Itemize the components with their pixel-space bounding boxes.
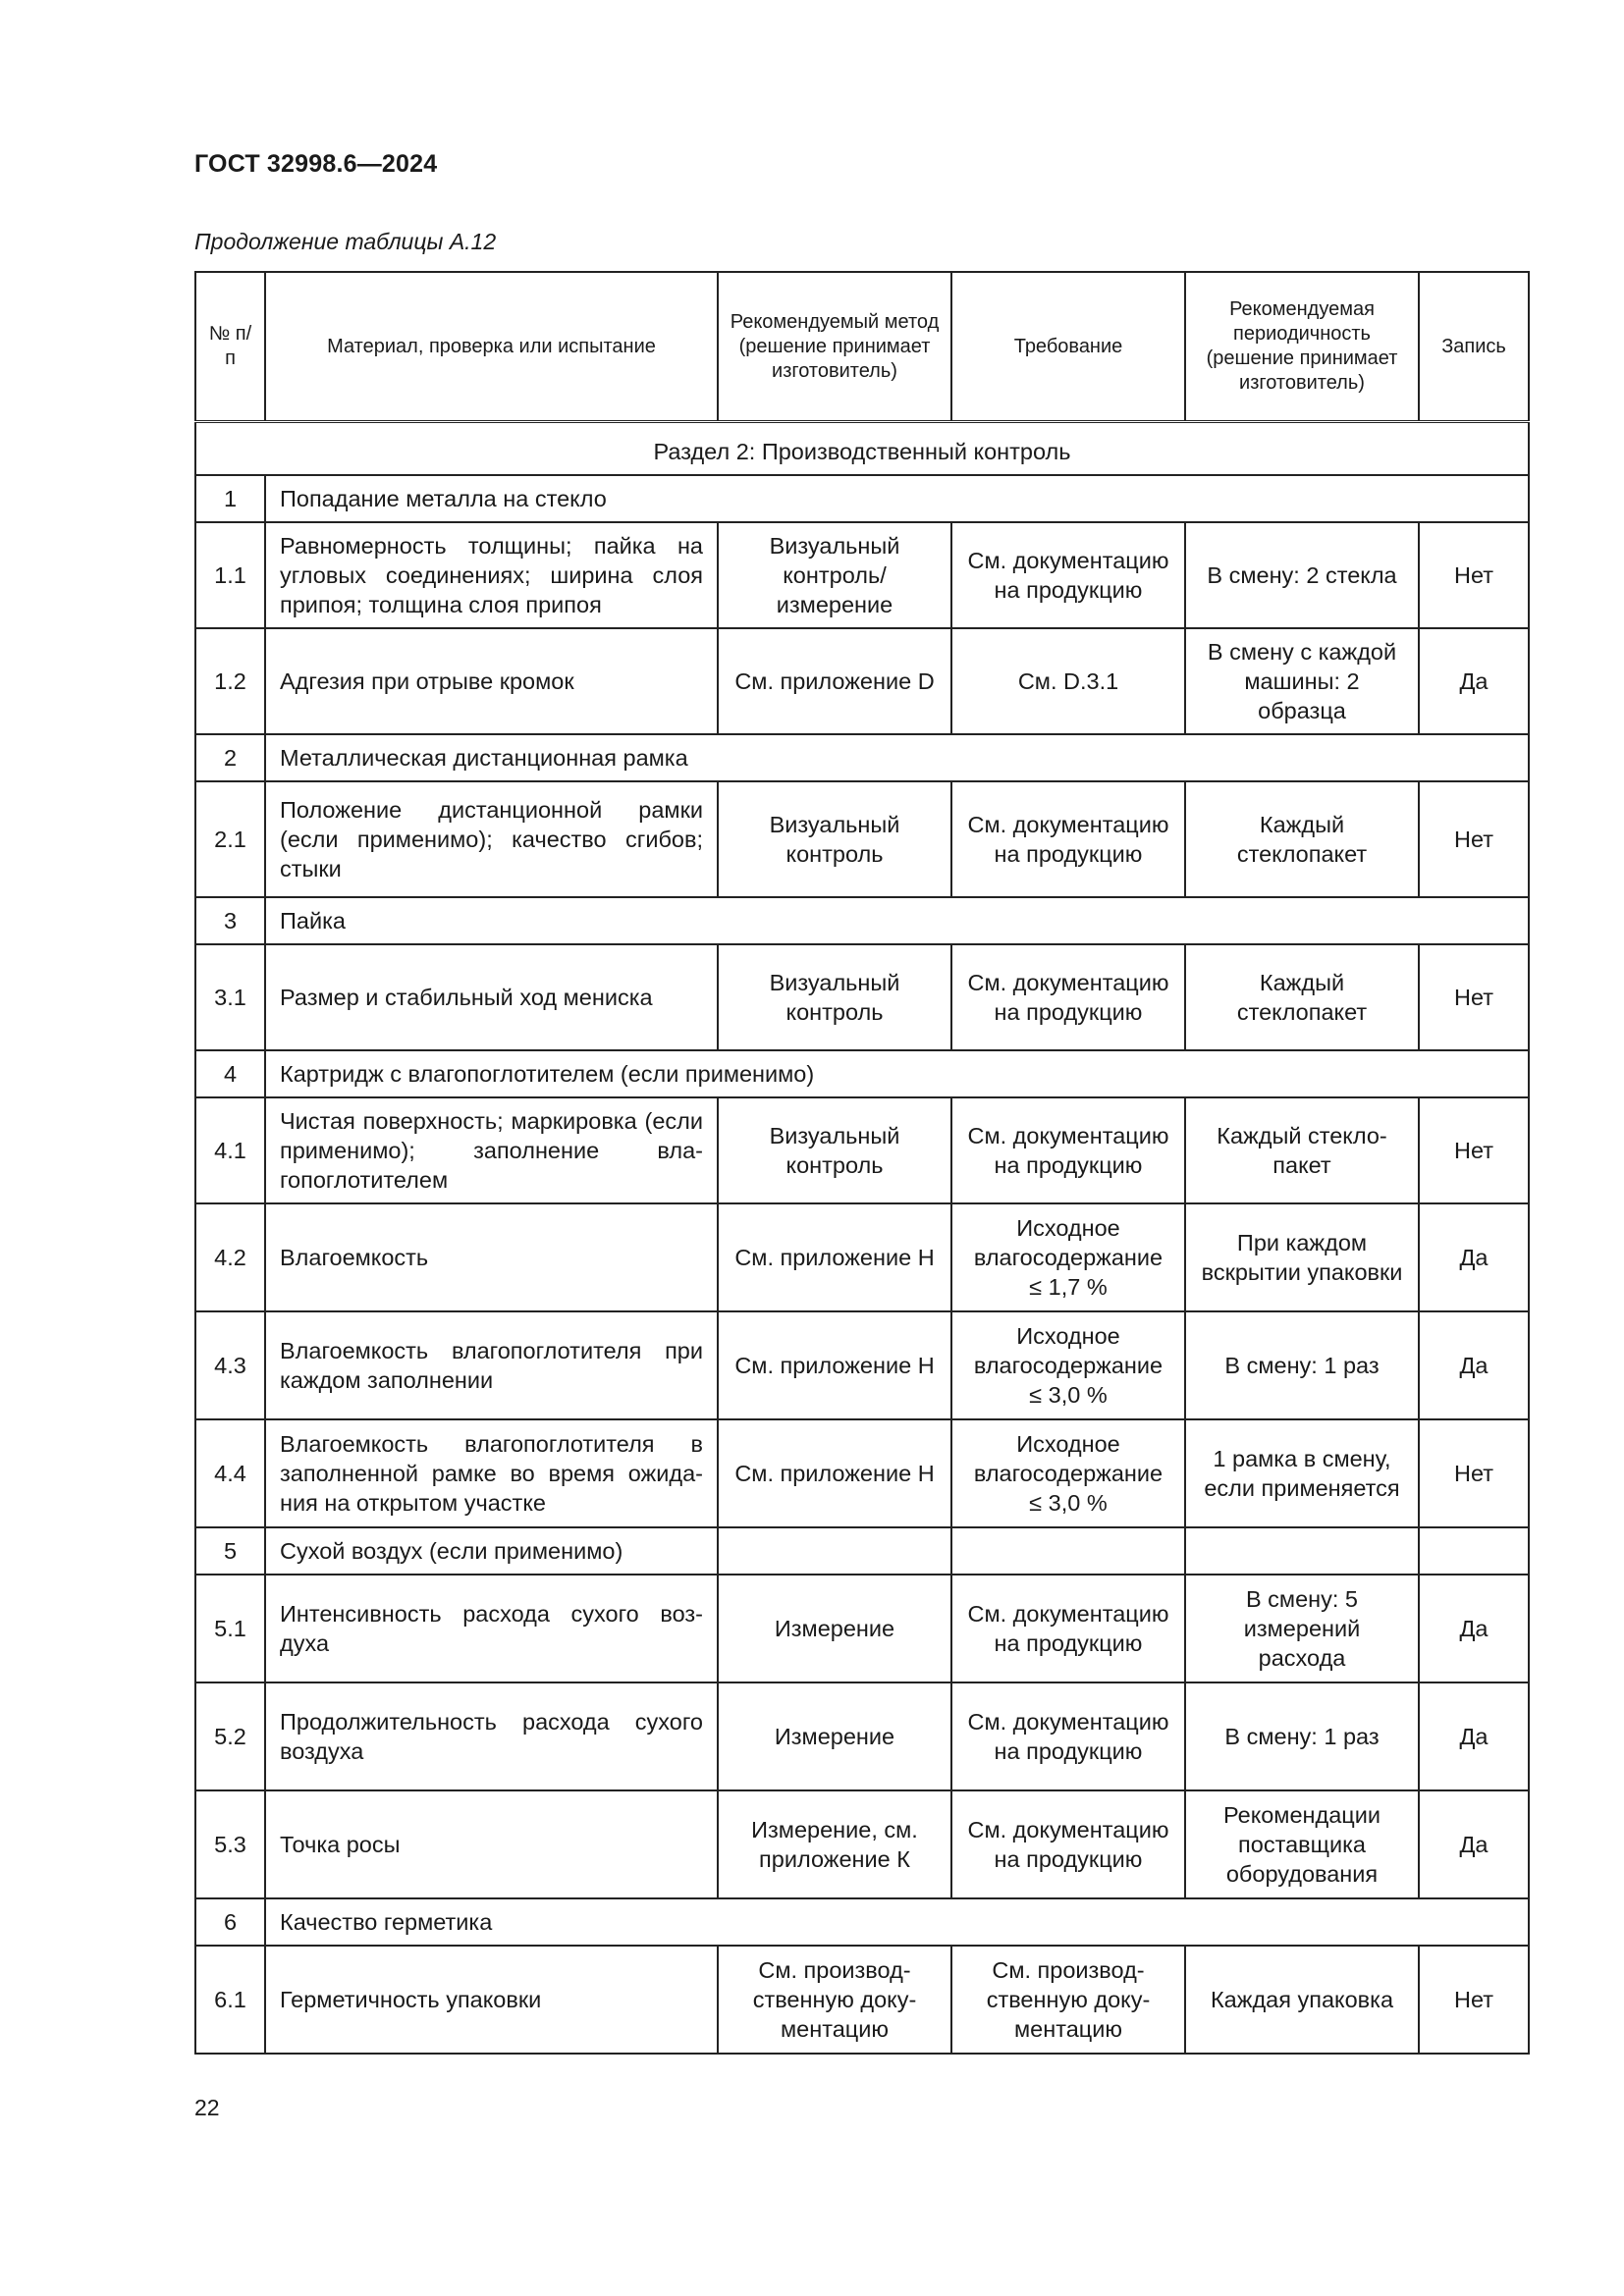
- row-number: 3: [195, 897, 265, 944]
- group-row: [195, 1898, 1529, 1946]
- table-row: [195, 1419, 1529, 1527]
- column-header-number: № п/п: [195, 272, 265, 422]
- row-item: Равномерность толщины; пайка на угловых соединениях; ширина слоя припоя; толщина слоя припоя: [265, 522, 718, 628]
- table-row: [195, 1575, 1529, 1682]
- column-header-record: Запись: [1419, 272, 1529, 422]
- row-number: 1.2: [195, 628, 265, 734]
- table-continuation-caption: Продолжение таблицы А.12: [194, 229, 497, 254]
- row-record: Нет: [1419, 781, 1529, 897]
- row-record: Да: [1419, 1311, 1529, 1419]
- row-item: Положение дистанционной рамки (если применимо); качество сгибов; стыки: [265, 781, 718, 897]
- column-header-periodicity: Рекомендуемая периодичность (решение принимает изготовитель): [1185, 272, 1419, 422]
- row-item: Адгезия при отрыве кромок: [265, 628, 718, 734]
- row-requirement: См. документацию на продукцию: [951, 1575, 1185, 1682]
- table-row: [195, 1097, 1529, 1203]
- row-number: 6.1: [195, 1946, 265, 2054]
- row-periodicity: Рекомендации поставщика оборудования: [1185, 1790, 1419, 1898]
- row-number: 6: [195, 1898, 265, 1946]
- row-number: 2: [195, 734, 265, 781]
- table-row: [195, 781, 1529, 897]
- section-row: [195, 429, 1529, 475]
- row-method: См. приложение Н: [718, 1419, 951, 1527]
- table-row: [195, 944, 1529, 1050]
- table-row: [195, 1946, 1529, 2054]
- row-item: Герметичность упаковки: [265, 1946, 718, 2054]
- column-header-material: Материал, проверка или испытание: [265, 272, 718, 422]
- row-requirement: См. документацию на продукцию: [951, 781, 1185, 897]
- row-item: Интенсивность расхода сухого воз-духа: [265, 1575, 718, 1682]
- group-row: [195, 475, 1529, 522]
- row-requirement: Исходное влагосодержание ≤ 3,0 %: [951, 1311, 1185, 1419]
- row-number: 3.1: [195, 944, 265, 1050]
- group-row: [195, 734, 1529, 781]
- row-record: Да: [1419, 1203, 1529, 1311]
- column-header-method: Рекомендуемый метод (решение принимает изготовитель): [718, 272, 951, 422]
- row-periodicity: Каждый стекло-пакет: [1185, 1097, 1419, 1203]
- row-number: 5.1: [195, 1575, 265, 1682]
- row-requirement: См. документацию на продукцию: [951, 1790, 1185, 1898]
- row-record: Да: [1419, 1575, 1529, 1682]
- empty-cell: [718, 1527, 951, 1575]
- row-periodicity: В смену: 1 раз: [1185, 1682, 1419, 1790]
- row-periodicity: Каждая упаковка: [1185, 1946, 1419, 2054]
- row-record: Да: [1419, 1682, 1529, 1790]
- row-method: Визуальный контроль/ измерение: [718, 522, 951, 628]
- table-row: [195, 628, 1529, 734]
- inspection-table: [194, 271, 1530, 2055]
- document-code: ГОСТ 32998.6—2024: [194, 150, 438, 178]
- row-periodicity: Каждый стеклопакет: [1185, 781, 1419, 897]
- empty-cell: [1185, 1527, 1419, 1575]
- row-record: Нет: [1419, 1097, 1529, 1203]
- row-method: Измерение, см. приложение К: [718, 1790, 951, 1898]
- row-number: 4.1: [195, 1097, 265, 1203]
- table-row: [195, 1682, 1529, 1790]
- row-item: Продолжительность расхода сухого воздуха: [265, 1682, 718, 1790]
- row-item: Точка росы: [265, 1790, 718, 1898]
- group-title: Попадание металла на стекло: [265, 475, 1529, 522]
- row-record: Нет: [1419, 522, 1529, 628]
- row-record: Да: [1419, 628, 1529, 734]
- column-header-requirement: Требование: [951, 272, 1185, 422]
- table-row: [195, 522, 1529, 628]
- row-requirement: Исходное влагосодержание ≤ 1,7 %: [951, 1203, 1185, 1311]
- row-number: 1.1: [195, 522, 265, 628]
- group-title: Картридж с влагопоглотителем (если применимо): [265, 1050, 1529, 1097]
- row-item: Чистая поверхность; маркировка (если применимо); заполнение вла-гопоглотителем: [265, 1097, 718, 1203]
- row-record: Нет: [1419, 944, 1529, 1050]
- row-number: 4.4: [195, 1419, 265, 1527]
- row-requirement: Исходное влагосодержание ≤ 3,0 %: [951, 1419, 1185, 1527]
- page-number: 22: [194, 2095, 220, 2120]
- row-record: Нет: [1419, 1946, 1529, 2054]
- row-requirement: См. D.3.1: [951, 628, 1185, 734]
- row-requirement: См. документацию на продукцию: [951, 944, 1185, 1050]
- row-periodicity: Каждый стеклопакет: [1185, 944, 1419, 1050]
- row-method: Визуальный контроль: [718, 1097, 951, 1203]
- row-number: 2.1: [195, 781, 265, 897]
- row-method: Визуальный контроль: [718, 781, 951, 897]
- table-row: [195, 1203, 1529, 1311]
- row-periodicity: В смену: 2 стекла: [1185, 522, 1419, 628]
- group-row: [195, 1050, 1529, 1097]
- row-number: 5.3: [195, 1790, 265, 1898]
- row-item: Влагоемкость: [265, 1203, 718, 1311]
- row-requirement: См. документацию на продукцию: [951, 1682, 1185, 1790]
- group-title: Качество герметика: [265, 1898, 1529, 1946]
- row-periodicity: В смену: 1 раз: [1185, 1311, 1419, 1419]
- row-record: Да: [1419, 1790, 1529, 1898]
- row-number: 4: [195, 1050, 265, 1097]
- row-number: 5.2: [195, 1682, 265, 1790]
- row-method: См. приложение Н: [718, 1311, 951, 1419]
- row-periodicity: При каждом вскрытии упаковки: [1185, 1203, 1419, 1311]
- row-method: См. производ-ственную доку-ментацию: [718, 1946, 951, 2054]
- row-number: 1: [195, 475, 265, 522]
- row-periodicity: 1 рамка в смену, если применяется: [1185, 1419, 1419, 1527]
- group-title: Пайка: [265, 897, 1529, 944]
- empty-cell: [951, 1527, 1185, 1575]
- section-title: Раздел 2: Производственный контроль: [195, 429, 1529, 475]
- header-separator: [195, 422, 1529, 430]
- empty-cell: [1419, 1527, 1529, 1575]
- row-periodicity: В смену с каждой машины: 2 образца: [1185, 628, 1419, 734]
- row-item: Размер и стабильный ход мениска: [265, 944, 718, 1050]
- row-number: 5: [195, 1527, 265, 1575]
- row-record: Нет: [1419, 1419, 1529, 1527]
- row-method: Измерение: [718, 1575, 951, 1682]
- group-title: Сухой воздух (если применимо): [265, 1527, 718, 1575]
- group-row: [195, 1527, 1529, 1575]
- row-method: Визуальный контроль: [718, 944, 951, 1050]
- row-requirement: См. документацию на продукцию: [951, 522, 1185, 628]
- row-item: Влагоемкость влагопоглотителя в заполненной рамке во время ожида-ния на открытом участке: [265, 1419, 718, 1527]
- table-row: [195, 1311, 1529, 1419]
- row-number: 4.3: [195, 1311, 265, 1419]
- row-requirement: См. документацию на продукцию: [951, 1097, 1185, 1203]
- table-row: [195, 1790, 1529, 1898]
- row-requirement: См. производ-ственную доку-ментацию: [951, 1946, 1185, 2054]
- row-method: См. приложение D: [718, 628, 951, 734]
- table-header-row: [195, 272, 1529, 422]
- group-title: Металлическая дистанционная рамка: [265, 734, 1529, 781]
- row-item: Влагоемкость влагопоглотителя при каждом заполнении: [265, 1311, 718, 1419]
- row-periodicity: В смену: 5 измерений расхода: [1185, 1575, 1419, 1682]
- row-method: Измерение: [718, 1682, 951, 1790]
- row-method: См. приложение Н: [718, 1203, 951, 1311]
- group-row: [195, 897, 1529, 944]
- row-number: 4.2: [195, 1203, 265, 1311]
